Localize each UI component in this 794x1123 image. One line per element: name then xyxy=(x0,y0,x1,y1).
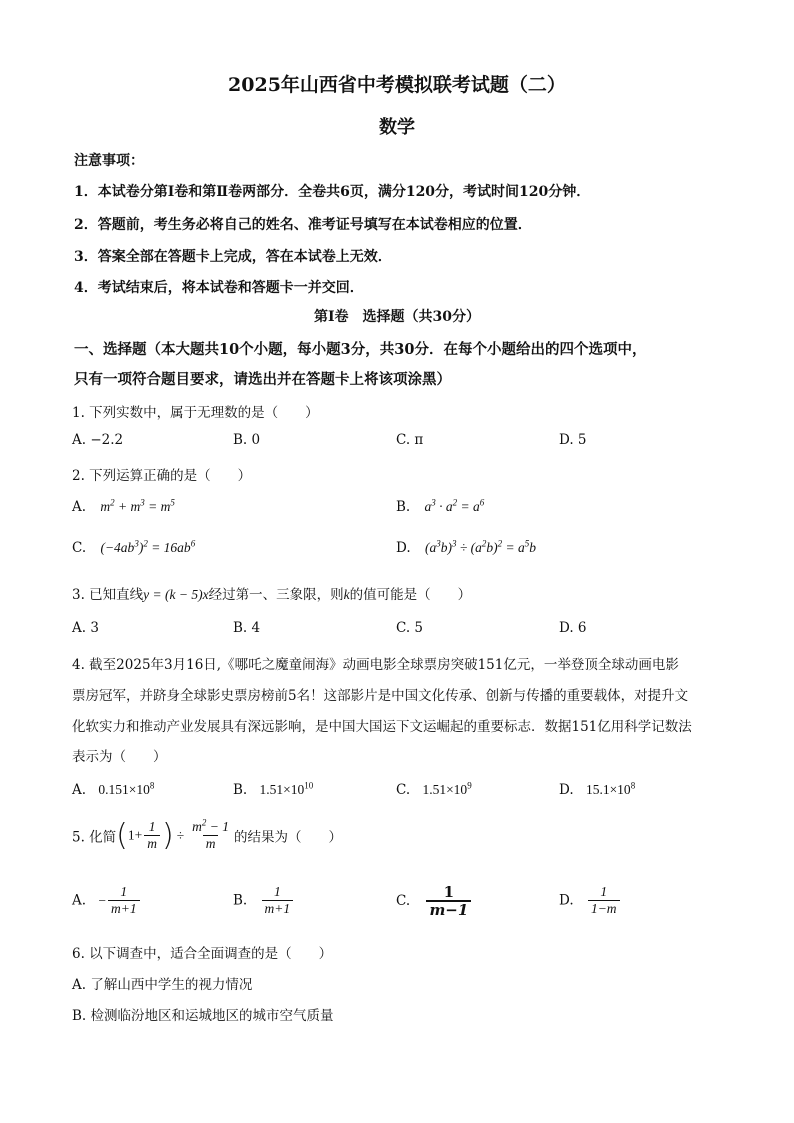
formula: $1.51\times 10^{10}$ xyxy=(259,780,314,797)
option-label: D. xyxy=(559,782,574,798)
stem-text-post: 的结果为（ ） xyxy=(234,829,343,846)
option-label: B. xyxy=(233,892,248,909)
exam-title: 2025年山西省中考模拟联考试题（二） xyxy=(228,74,566,96)
option-label: D. xyxy=(396,540,411,556)
question-2-option-c xyxy=(72,540,195,556)
notice-item-1: 1．本试卷分第Ⅰ卷和第Ⅱ卷两部分．全卷共6页，满分120分，考试时间120分钟． xyxy=(74,184,591,200)
fraction: $\frac{1}{m-1}$ xyxy=(426,884,471,918)
question-3-option-b: B. 4 xyxy=(233,620,261,636)
section-title: 第Ⅰ卷 选择题（共30分） xyxy=(313,309,481,325)
formula: $(-4ab^3)^2 = 16ab^6$ xyxy=(100,538,196,555)
fraction: $\frac{1}{m+1}$ xyxy=(262,884,294,917)
formula: $1.51\times 10^9$ xyxy=(422,780,472,797)
formula: $15.1\times 10^8$ xyxy=(585,780,636,797)
part-instruction-line-1: 一、选择题（本大题共10个小题，每小题3分，共30分．在每个小题给出的四个选项中， xyxy=(74,341,647,358)
option-label: B. xyxy=(233,782,248,798)
stem-text-mid: 经过第一、三象限，则 xyxy=(208,587,344,603)
option-label: C. xyxy=(396,893,411,909)
formula: $0.151\times 10^8$ xyxy=(98,780,155,797)
stem-text-pre: 3. 已知直线 xyxy=(72,587,144,603)
option-label: C. xyxy=(396,782,411,798)
option-label: A. xyxy=(72,782,87,798)
part-instruction-line-2: 只有一项符合题目要求，请选出并在答题卡上将该项涂黑） xyxy=(74,371,451,388)
question-1-option-d: D. 5 xyxy=(559,432,587,448)
option-label: C. xyxy=(72,540,87,556)
question-4-line-2: 票房冠军，并跻身全球影史票房榜前5名！这部影片是中国文化传承、创新与传播的重要载体，对提升文 xyxy=(72,688,689,704)
stem-text-post: 的值可能是（ ） xyxy=(349,587,472,603)
question-2-option-d xyxy=(396,540,536,556)
notice-item-3: 3．答案全部在答题卡上完成，答在本试卷上无效． xyxy=(74,249,392,265)
formula: y = (k − 5)x xyxy=(143,587,209,602)
option-label: A. xyxy=(72,892,87,909)
option-label: B. xyxy=(396,499,411,515)
question-4-line-3: 化软实力和推动产业发展具有深远影响，是中国大国运下文运崛起的重要标志．数据151亿用科学记数法 xyxy=(72,719,692,735)
fraction: $\frac{1}{m}$ xyxy=(144,819,160,852)
question-1-option-c: C. π xyxy=(396,432,424,448)
fraction: $\frac{1}{m+1}$ xyxy=(108,884,140,917)
question-1-option-a: A. −2.2 xyxy=(72,432,124,448)
formula: $a^3 \cdot a^2 = a^6$ xyxy=(424,497,485,514)
fraction: $\frac{m^2 - 1}{m}$ xyxy=(192,817,230,851)
formula: $(a^3b)^3 \div (a^2b)^2 = a^5b$ xyxy=(424,538,536,555)
question-4-option-a xyxy=(72,782,154,798)
question-5-option-d xyxy=(559,884,622,917)
fraction: $\frac{1}{1-m}$ xyxy=(588,884,620,917)
question-1-option-b: B. 0 xyxy=(233,432,261,448)
question-3-option-a: A. 3 xyxy=(72,620,99,636)
question-5-option-a: A. − $\frac{1}{m+1}$ xyxy=(72,884,142,917)
option-label: A. xyxy=(72,499,87,515)
stem-text-pre: 5. 化简 xyxy=(72,829,117,846)
question-4-option-b xyxy=(233,782,313,798)
notice-item-2: 2．答题前，考生务必将自己的姓名、准考证号填写在本试卷相应的位置． xyxy=(74,217,532,233)
question-5-stem: 5. 化简(1+ $\frac{1}{m}$ ) ÷ $\frac{m^2 - 1}{m}$ 的结果为（ ） xyxy=(72,817,343,853)
question-3-option-d: D. 6 xyxy=(559,620,587,636)
question-6-stem: 6. 以下调查中，适合全面调查的是（ ） xyxy=(72,946,333,962)
option-label: D. xyxy=(559,892,574,909)
question-4-line-1: 4. 截至2025年3月16日,《哪吒之魔童闹海》动画电影全球票房突破151亿元，一举登顶全球动画电影 xyxy=(72,657,679,673)
formula: $m^2 + m^3 = m^5$ xyxy=(100,497,175,514)
question-1-stem: 1. 下列实数中，属于无理数的是（ ） xyxy=(72,405,319,421)
question-4-line-4: 表示为（ ） xyxy=(72,749,167,765)
question-5-option-b xyxy=(233,884,295,917)
notice-item-4: 4．考试结束后，将本试卷和答题卡一并交回． xyxy=(74,280,364,296)
question-6-option-b: B. 检测临汾地区和运城地区的城市空气质量 xyxy=(72,1008,334,1024)
question-3-option-c: C. 5 xyxy=(396,620,424,636)
variable-k: k xyxy=(343,587,350,602)
notice-heading: 注意事项： xyxy=(74,153,144,169)
question-5-option-c xyxy=(396,884,473,918)
question-6-option-a: A. 了解山西中学生的视力情况 xyxy=(72,977,253,993)
question-4-option-d xyxy=(559,782,635,798)
question-2-option-a xyxy=(72,499,175,515)
question-2-option-b xyxy=(396,499,484,515)
question-3-stem xyxy=(72,583,471,603)
question-2-stem: 2. 下列运算正确的是（ ） xyxy=(72,468,252,484)
question-4-option-c xyxy=(396,782,472,798)
subject-title: 数学 xyxy=(379,117,415,138)
